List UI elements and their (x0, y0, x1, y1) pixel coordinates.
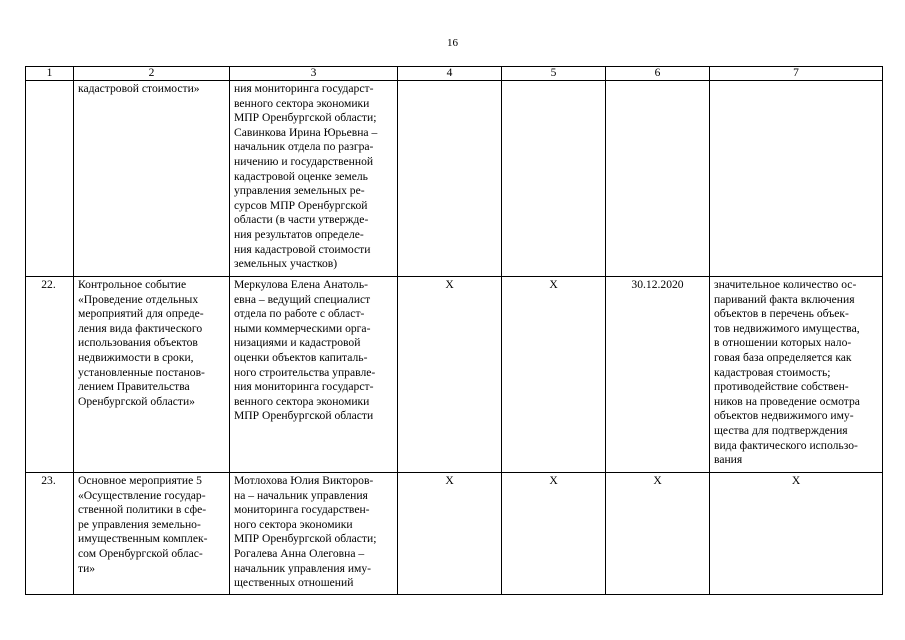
risk-line: вания (714, 453, 743, 467)
page-number: 16 (447, 37, 458, 49)
plan-table (25, 66, 883, 595)
risk-line: париваний факта включения (714, 292, 855, 306)
responsible-line: области (в части утвержде- (234, 213, 369, 227)
responsible-line: начальник отдела по разгра- (234, 140, 374, 154)
responsible-line: щественных отношений (234, 576, 354, 590)
event-line: лением Правительства (78, 380, 190, 394)
event-line: установленные постанов- (78, 365, 205, 379)
responsible-line: ния кадастровой стоимости (234, 242, 371, 256)
event-line: ти» (78, 561, 96, 575)
responsible-line: ными коммерческими орга- (234, 321, 371, 335)
event-cell (74, 81, 230, 277)
responsible-line: мониторинга государствен- (234, 503, 370, 517)
event-line: ственной политики в сфе- (78, 503, 207, 517)
responsible-line: Меркулова Елена Анатоль- (234, 278, 368, 291)
responsible-line: МПР Оренбургской области; (234, 532, 377, 546)
responsible-line: управления земельных ре- (234, 184, 365, 198)
responsible-line: Савинкова Ирина Юрьевна – (234, 125, 378, 139)
responsible-line: начальник управления иму- (234, 561, 372, 575)
row-number (26, 81, 74, 277)
table-row (26, 473, 883, 595)
event-line: кадастровой стоимости» (78, 82, 200, 95)
event-line: ления вида фактического (78, 321, 203, 335)
column-number-row (26, 67, 883, 81)
responsible-line: венного сектора экономики (234, 394, 370, 408)
responsible-line: евна – ведущий специалист (234, 292, 371, 306)
event-cell (74, 473, 230, 595)
risk-line: ников на проведение осмотра (714, 394, 860, 408)
column-number: 1 (26, 67, 74, 81)
risk-line: кадастровая стоимость; (714, 365, 831, 379)
cell-col7 (710, 277, 883, 473)
risk-line: тов недвижимого имущества, (714, 321, 860, 335)
cell-col6 (606, 81, 710, 277)
event-line: ре управления земельно- (78, 517, 201, 531)
cell-col4: X (398, 473, 502, 595)
risk-line: щества для подтверждения (714, 423, 848, 437)
row-number: 23. (26, 473, 74, 595)
risk-line: говая база определяется как (714, 350, 852, 364)
row-number: 22. (26, 277, 74, 473)
event-line: использования объектов (78, 336, 198, 350)
event-line: мероприятий для опреде- (78, 307, 204, 321)
cell-col6: X (606, 473, 710, 595)
risk-line: значительное количество ос- (714, 278, 857, 291)
responsible-line: венного сектора экономики (234, 96, 370, 110)
event-line: «Осуществление государ- (78, 488, 206, 502)
risk-line: объектов в перечень объек- (714, 307, 849, 321)
responsible-line: ния результатов определе- (234, 227, 364, 241)
cell-col5: X (502, 277, 606, 473)
responsible-line: ния мониторинга государст- (234, 82, 374, 95)
cell-col4: X (398, 277, 502, 473)
cell-col5 (502, 81, 606, 277)
cell-col7 (710, 81, 883, 277)
event-cell (74, 277, 230, 473)
table-row (26, 81, 883, 277)
cell-col7: X (710, 473, 883, 595)
responsible-line: низациями и кадастровой (234, 336, 361, 350)
column-number: 2 (74, 67, 230, 81)
event-line: имущественным комплек- (78, 532, 208, 546)
column-number: 7 (710, 67, 883, 81)
risk-line: вида фактического использо- (714, 438, 858, 452)
risk-line: объектов недвижимого иму- (714, 409, 854, 423)
responsible-line: МПР Оренбургской области; (234, 111, 377, 125)
responsible-cell (230, 277, 398, 473)
responsible-line: сурсов МПР Оренбургской (234, 198, 368, 212)
responsible-cell (230, 473, 398, 595)
risk-line: противодействие собствен- (714, 380, 849, 394)
column-number: 6 (606, 67, 710, 81)
responsible-line: МПР Оренбургской области (234, 409, 374, 423)
responsible-line: оценки объектов капиталь- (234, 350, 368, 364)
event-line: «Проведение отдельных (78, 292, 199, 306)
responsible-line: отдела по работе с област- (234, 307, 365, 321)
risk-line: в отношении которых нало- (714, 336, 852, 350)
event-line: недвижимости в сроки, (78, 350, 194, 364)
responsible-line: ного сектора экономики (234, 517, 353, 531)
table-row (26, 277, 883, 473)
event-line: сом Оренбургской облас- (78, 546, 203, 560)
event-line: Оренбургской области» (78, 394, 195, 408)
cell-col5: X (502, 473, 606, 595)
column-number: 3 (230, 67, 398, 81)
responsible-line: кадастровой оценке земель (234, 169, 368, 183)
responsible-line: ничению и государственной (234, 154, 374, 168)
column-number: 4 (398, 67, 502, 81)
column-number: 5 (502, 67, 606, 81)
event-line: Контрольное событие (78, 278, 187, 291)
event-line: Основное мероприятие 5 (78, 474, 202, 487)
responsible-line: земельных участков) (234, 257, 338, 271)
cell-col6: 30.12.2020 (606, 277, 710, 473)
responsible-line: ного строительства управле- (234, 365, 376, 379)
responsible-line: на – начальник управления (234, 488, 368, 502)
cell-col4 (398, 81, 502, 277)
responsible-line: Мотлохова Юлия Викторов- (234, 474, 374, 487)
responsible-line: ния мониторинга государст- (234, 380, 374, 394)
responsible-line: Рогалева Анна Олеговна – (234, 546, 365, 560)
responsible-cell (230, 81, 398, 277)
